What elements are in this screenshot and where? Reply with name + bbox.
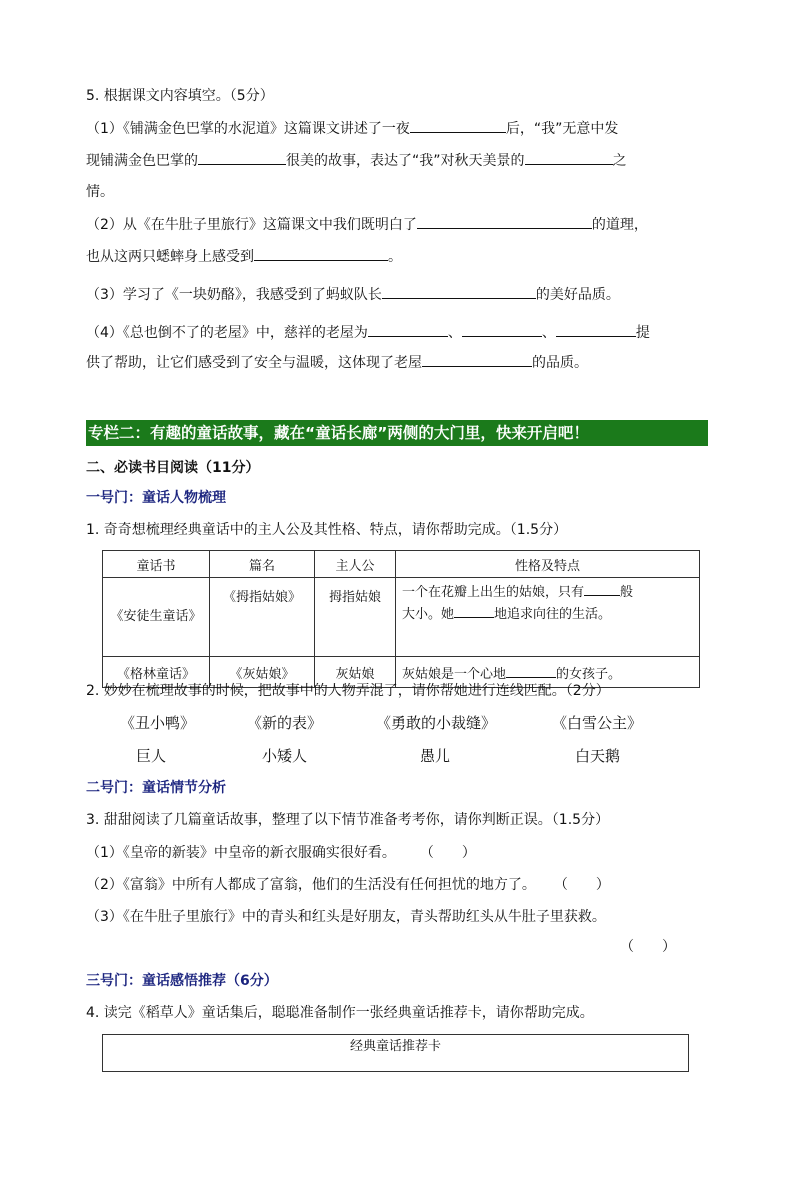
table-header-cell: 篇名 — [210, 551, 315, 578]
q5-part4-line2 — [86, 352, 707, 373]
match-character[interactable]: 愚儿 — [420, 747, 451, 765]
match-character[interactable]: 小矮人 — [262, 747, 308, 765]
q5-part2-line2 — [86, 246, 707, 267]
q3-title: 3. 甜甜阅读了几篇童话故事，整理了以下情节准备考考你，请你判断正误。（1.5分） — [86, 812, 610, 828]
q5-p2-text-a: （2）从《在牛肚子里旅行》这篇课文中我们既明白了 — [86, 217, 417, 233]
q5-p1-blank-3[interactable] — [525, 150, 613, 165]
q5-p4-text-a: （4）《总也倒不了的老屋》中，慈祥的老屋为 — [86, 325, 368, 341]
trait-blank-2[interactable] — [454, 605, 494, 618]
q5-p4-text-d: 提 — [635, 325, 650, 341]
answer-paren[interactable]: （ ） — [419, 845, 476, 861]
q5-p2-text-c: 也从这两只蟋蟀身上感受到 — [86, 249, 254, 265]
q5-p4-blank-1[interactable] — [368, 322, 448, 337]
table-header-cell: 性格及特点 — [396, 551, 700, 578]
q3-item-text: （1）《皇帝的新装》中皇帝的新衣服确实很好看。 — [86, 845, 396, 861]
q5-p1-text-b: 后，“我”无意中发 — [505, 121, 619, 137]
trait-text-b: 的女孩子。 — [556, 666, 622, 682]
match-character[interactable]: 巨人 — [136, 747, 167, 765]
q5-p1-text-d: 很美的故事，表达了“我”对秋天美景的 — [286, 153, 525, 169]
q5-p2-blank-1[interactable] — [417, 214, 592, 229]
answer-paren[interactable]: （ ） — [620, 939, 676, 955]
table-header-cell: 童话书 — [103, 551, 210, 578]
match-book[interactable]: 《丑小鸭》 — [120, 714, 196, 732]
q5-title: 5. 根据课文内容填空。（5分） — [86, 88, 274, 104]
q5-part2-line1 — [86, 214, 707, 235]
q5-part3 — [86, 284, 707, 305]
q3-item-1 — [86, 843, 707, 863]
q5-part1-line2 — [86, 150, 707, 171]
recommendation-card — [102, 1034, 689, 1072]
table-cell-trait — [396, 578, 700, 657]
q5-part4-line1 — [86, 322, 707, 343]
trait-text-c: 大小。她 — [402, 607, 455, 622]
q5-p3-blank[interactable] — [382, 284, 536, 299]
q5-p1-text-c: 现铺满金色巴掌的 — [86, 153, 198, 169]
door-1-heading: 一号门：童话人物梳理 — [86, 490, 226, 506]
q5-p2-text-d: 。 — [388, 249, 402, 265]
q5-p2-text-b: 的道理， — [591, 217, 648, 233]
trait-text-a: 一个在花瓣上出生的姑娘，只有 — [402, 585, 585, 600]
trait-blank-1[interactable] — [584, 583, 620, 596]
table-cell-title: 《拇指姑娘》 — [210, 578, 315, 657]
q5-p1-blank-2[interactable] — [198, 150, 286, 165]
match-character[interactable]: 白天鹅 — [575, 747, 621, 765]
q5-p4-blank-4[interactable] — [422, 352, 532, 367]
character-table — [102, 550, 700, 688]
q5-p4-blank-3[interactable] — [556, 322, 636, 337]
trait-text-b: 般 — [620, 585, 634, 600]
table-cell-hero: 灰姑娘 — [315, 657, 396, 688]
q5-p4-text-c: 、 — [541, 325, 556, 341]
trait-text-a: 灰姑娘是一个心地 — [402, 666, 507, 682]
q2-title: 2. 妙妙在梳理故事的时候，把故事中的人物弄混了，请你帮她进行连线匹配。（2分） — [86, 683, 610, 699]
q3-item-text: （2）《富翁》中所有人都成了富翁，他们的生活没有任何担忧的地方了。 — [86, 877, 536, 893]
table-row — [103, 578, 700, 657]
q5-p3-text-b: 的美好品质。 — [535, 287, 620, 303]
q5-part1-line1 — [86, 118, 707, 139]
q3-item-2 — [86, 875, 707, 895]
q5-p4-blank-2[interactable] — [462, 322, 542, 337]
q5-p1-text-e: 之 — [612, 153, 627, 169]
table-cell-book: 《格林童话》 — [103, 657, 210, 688]
q3-item-3: （3）《在牛肚子里旅行》中的青头和红头是好朋友，青头帮助红头从牛肚子里获救。 — [86, 909, 606, 925]
q5-p1-text-a: （1）《铺满金色巴掌的水泥道》这篇课文讲述了一夜 — [86, 121, 410, 137]
q5-p4-text-b: 、 — [447, 325, 462, 341]
q5-p4-text-f: 的品质。 — [532, 355, 588, 371]
q5-p1-blank-1[interactable] — [410, 118, 506, 133]
table-cell-title: 《灰姑娘》 — [210, 657, 315, 688]
q5-p2-blank-2[interactable] — [254, 246, 388, 261]
q5-p1-text-f: 情。 — [86, 184, 114, 200]
trait-blank-3[interactable] — [506, 665, 556, 678]
trait-text-d: 地追求向往的生活。 — [494, 607, 612, 622]
section-2-heading: 二、必读书目阅读（11分） — [86, 460, 260, 476]
table-header-cell: 主人公 — [315, 551, 396, 578]
section-banner: 专栏二：有趣的童话故事，藏在“童话长廊”两侧的大门里，快来开启吧！ — [86, 420, 708, 446]
match-book[interactable]: 《新的表》 — [247, 714, 323, 732]
card-title: 经典童话推荐卡 — [349, 1039, 441, 1054]
door-3-heading: 三号门：童话感悟推荐（6分） — [86, 973, 278, 989]
table-header-row — [103, 551, 700, 578]
match-book[interactable]: 《勇敢的小裁缝》 — [376, 714, 497, 732]
table-cell-book: 《安徒生童话》 — [103, 578, 210, 657]
q4-title: 4. 读完《稻草人》童话集后，聪聪准备制作一张经典童话推荐卡，请你帮助完成。 — [86, 1005, 594, 1021]
q5-p4-text-e: 供了帮助，让它们感受到了安全与温暖，这体现了老屋 — [86, 355, 422, 371]
door-2-heading: 二号门：童话情节分析 — [86, 780, 226, 796]
q1-title: 1. 奇奇想梳理经典童话中的主人公及其性格、特点，请你帮助完成。（1.5分） — [86, 522, 568, 538]
answer-paren[interactable]: （ ） — [553, 877, 610, 893]
table-cell-hero: 拇指姑娘 — [315, 578, 396, 657]
q5-p3-text-a: （3）学习了《一块奶酪》，我感受到了蚂蚁队长 — [86, 287, 382, 303]
match-book[interactable]: 《白雪公主》 — [552, 714, 643, 732]
